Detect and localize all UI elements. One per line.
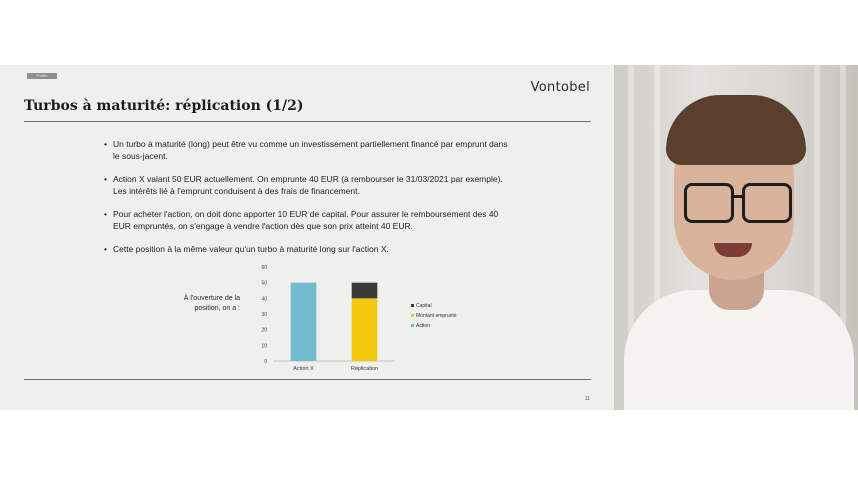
webcam-feed xyxy=(614,65,858,410)
page-number: 11 xyxy=(584,396,590,402)
top-band xyxy=(0,0,858,65)
slide-title: Turbos à maturité: réplication (1/2) xyxy=(24,98,304,114)
x-tick-label: Réplication xyxy=(350,366,379,372)
bullet-item: • Un turbo à maturité (long) peut être vu comme un investissement partiellement financé par emprunt dans le sous-jacent. xyxy=(104,138,514,162)
legend-label: Capital xyxy=(416,303,432,309)
bullet-list xyxy=(104,138,514,266)
legend-label: Action xyxy=(416,323,430,329)
bar-segment xyxy=(352,298,378,361)
lens-right xyxy=(742,183,792,223)
y-tick-label: 20 xyxy=(261,327,267,334)
classification-tag: Public xyxy=(27,73,57,79)
presenter-hair xyxy=(666,95,806,165)
presentation-slide xyxy=(0,65,614,410)
legend-swatch xyxy=(411,314,414,317)
y-tick-label: 60 xyxy=(261,265,267,271)
x-tick-label: Action X xyxy=(293,366,314,372)
bottom-band xyxy=(0,410,858,480)
bullet-item: • Pour acheter l'action, on doit donc apporter 10 EUR de capital. Pour assurer le remboursement des 40 EUR empruntés, on s'engage à vendre l'action dès que son prix atteint 40 EUR. xyxy=(104,208,514,232)
y-tick-label: 40 xyxy=(261,296,267,303)
bar-segment xyxy=(352,283,378,299)
y-tick-label: 30 xyxy=(261,312,267,318)
y-tick-label: 10 xyxy=(261,343,267,350)
chart-caption: À l'ouverture de la position, on a : xyxy=(183,295,240,312)
y-tick-label: 0 xyxy=(264,359,267,365)
footer-divider xyxy=(24,379,591,380)
legend-swatch xyxy=(411,324,414,327)
stacked-bar-chart xyxy=(255,261,475,379)
y-tick-label: 50 xyxy=(261,280,267,287)
title-divider xyxy=(24,121,591,122)
legend-swatch xyxy=(411,304,414,307)
brand-logo: Vontobel xyxy=(530,80,590,95)
lens-left xyxy=(684,183,734,223)
bullet-item: • Action X valant 50 EUR actuellement. On emprunte 40 EUR (à rembourser le 31/03/2021 par exemple). Les intérêts lié à l'emprunt conduisent à des frais de financement. xyxy=(104,173,514,197)
bullet-item: • Cette position à la même valeur qu'un turbo à maturité long sur l'action X. xyxy=(104,243,514,255)
legend-label: Montant emprunté xyxy=(416,313,457,319)
bar-segment xyxy=(291,283,317,361)
glasses-icon xyxy=(684,183,794,223)
